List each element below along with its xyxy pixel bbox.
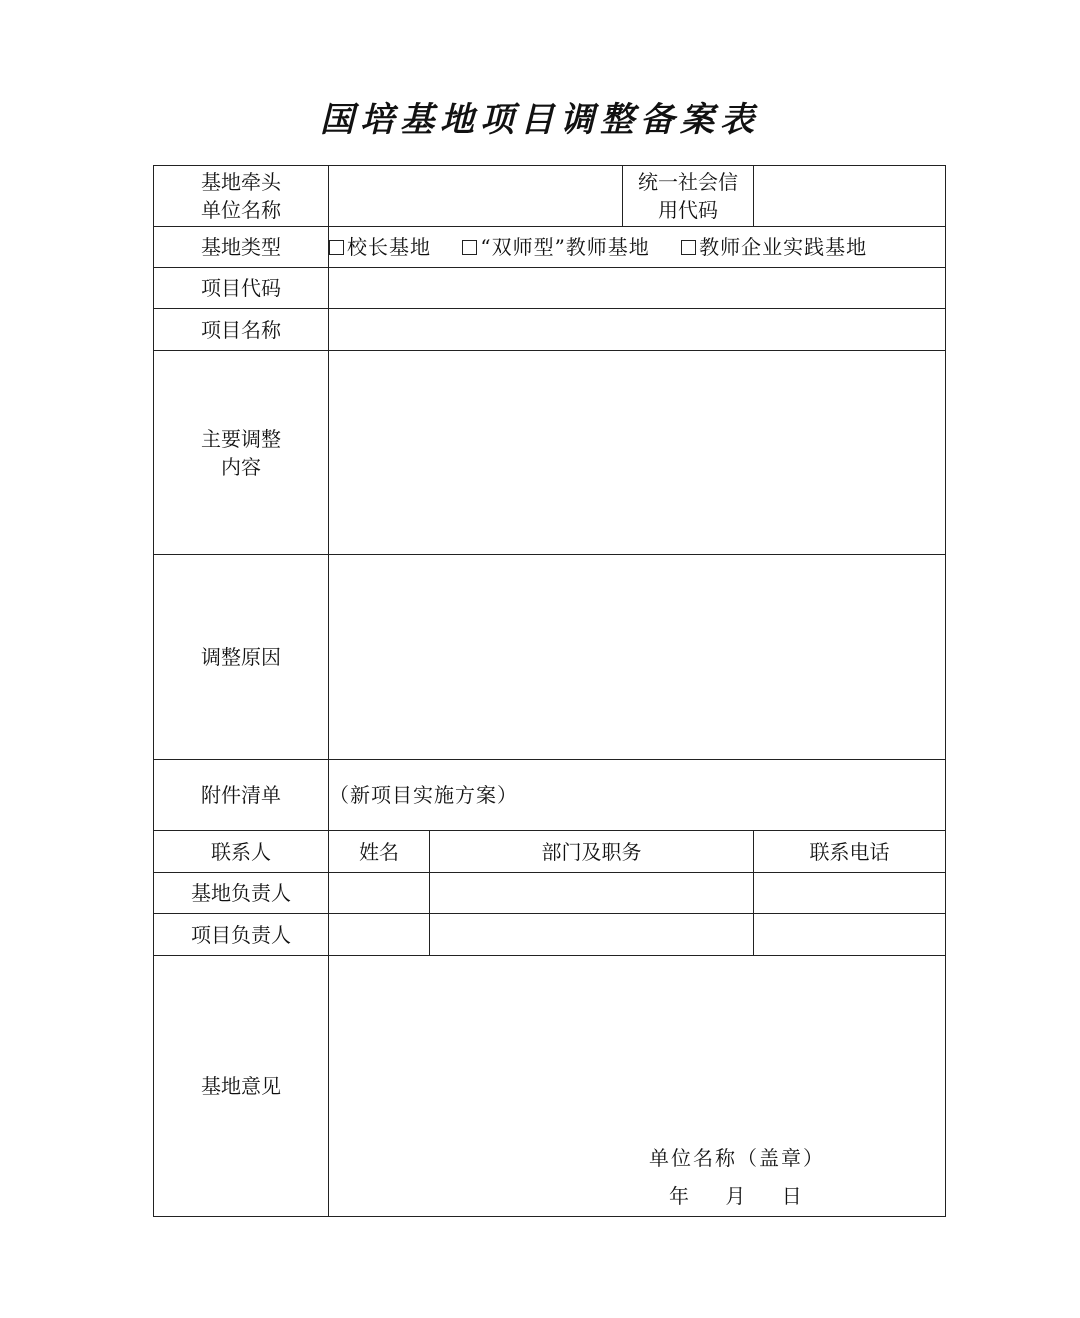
base-leader-dept-field[interactable] [430,873,754,914]
project-code-field[interactable] [329,268,946,309]
main-content-field[interactable] [329,351,946,555]
row-project-leader [154,914,946,956]
base-leader-phone-field[interactable] [754,873,946,914]
base-leader-name-field[interactable] [329,873,430,914]
option-dual-teacher-base: “双师型”教师基地 [480,235,650,259]
credit-code-label: 统一社会信 用代码 [623,166,754,227]
row-attachment [154,760,946,831]
main-content-label: 主要调整 内容 [154,351,329,555]
project-leader-phone-field[interactable] [754,914,946,956]
row-reason [154,555,946,760]
checkbox-principal-base[interactable] [329,240,344,255]
unit-name-label: 基地牵头 单位名称 [154,166,329,227]
opinion-label: 基地意见 [154,956,329,1217]
base-leader-label: 基地负责人 [154,873,329,914]
checkbox-dual-teacher-base[interactable] [462,240,477,255]
date-year: 年 [669,1184,689,1208]
reason-field[interactable] [329,555,946,760]
date-line [669,1182,832,1210]
row-contact-header [154,831,946,873]
date-day: 日 [781,1184,802,1208]
project-code-label: 项目代码 [154,268,329,309]
row-main-content [154,351,946,555]
project-leader-label: 项目负责人 [154,914,329,956]
project-leader-dept-field[interactable] [430,914,754,956]
form-title: 国培基地项目调整备案表 [320,100,760,140]
reason-label: 调整原因 [154,555,329,760]
row-opinion [154,956,946,1217]
project-name-label: 项目名称 [154,309,329,351]
project-name-field[interactable] [329,309,946,351]
row-project-name [154,309,946,351]
attachment-value[interactable]: （新项目实施方案） [329,760,946,831]
row-base-leader [154,873,946,914]
base-type-label: 基地类型 [154,227,329,268]
unit-name-field[interactable] [329,166,623,227]
credit-code-field[interactable] [754,166,946,227]
contact-label: 联系人 [154,831,329,873]
contact-dept-header: 部门及职务 [430,831,754,873]
row-unit-name [154,166,946,227]
contact-name-header: 姓名 [329,831,430,873]
date-month: 月 [725,1184,746,1208]
row-base-type [154,227,946,268]
opinion-field[interactable] [329,956,946,1217]
filing-form-table [153,165,946,1217]
attachment-label: 附件清单 [154,760,329,831]
option-principal-base: 校长基地 [347,235,431,259]
stamp-text: 单位名称（盖章） [649,1146,825,1170]
contact-phone-header: 联系电话 [754,831,946,873]
project-leader-name-field[interactable] [329,914,430,956]
checkbox-enterprise-practice-base[interactable] [681,240,696,255]
base-type-options [329,227,946,268]
option-enterprise-practice-base: 教师企业实践基地 [699,235,868,259]
row-project-code [154,268,946,309]
